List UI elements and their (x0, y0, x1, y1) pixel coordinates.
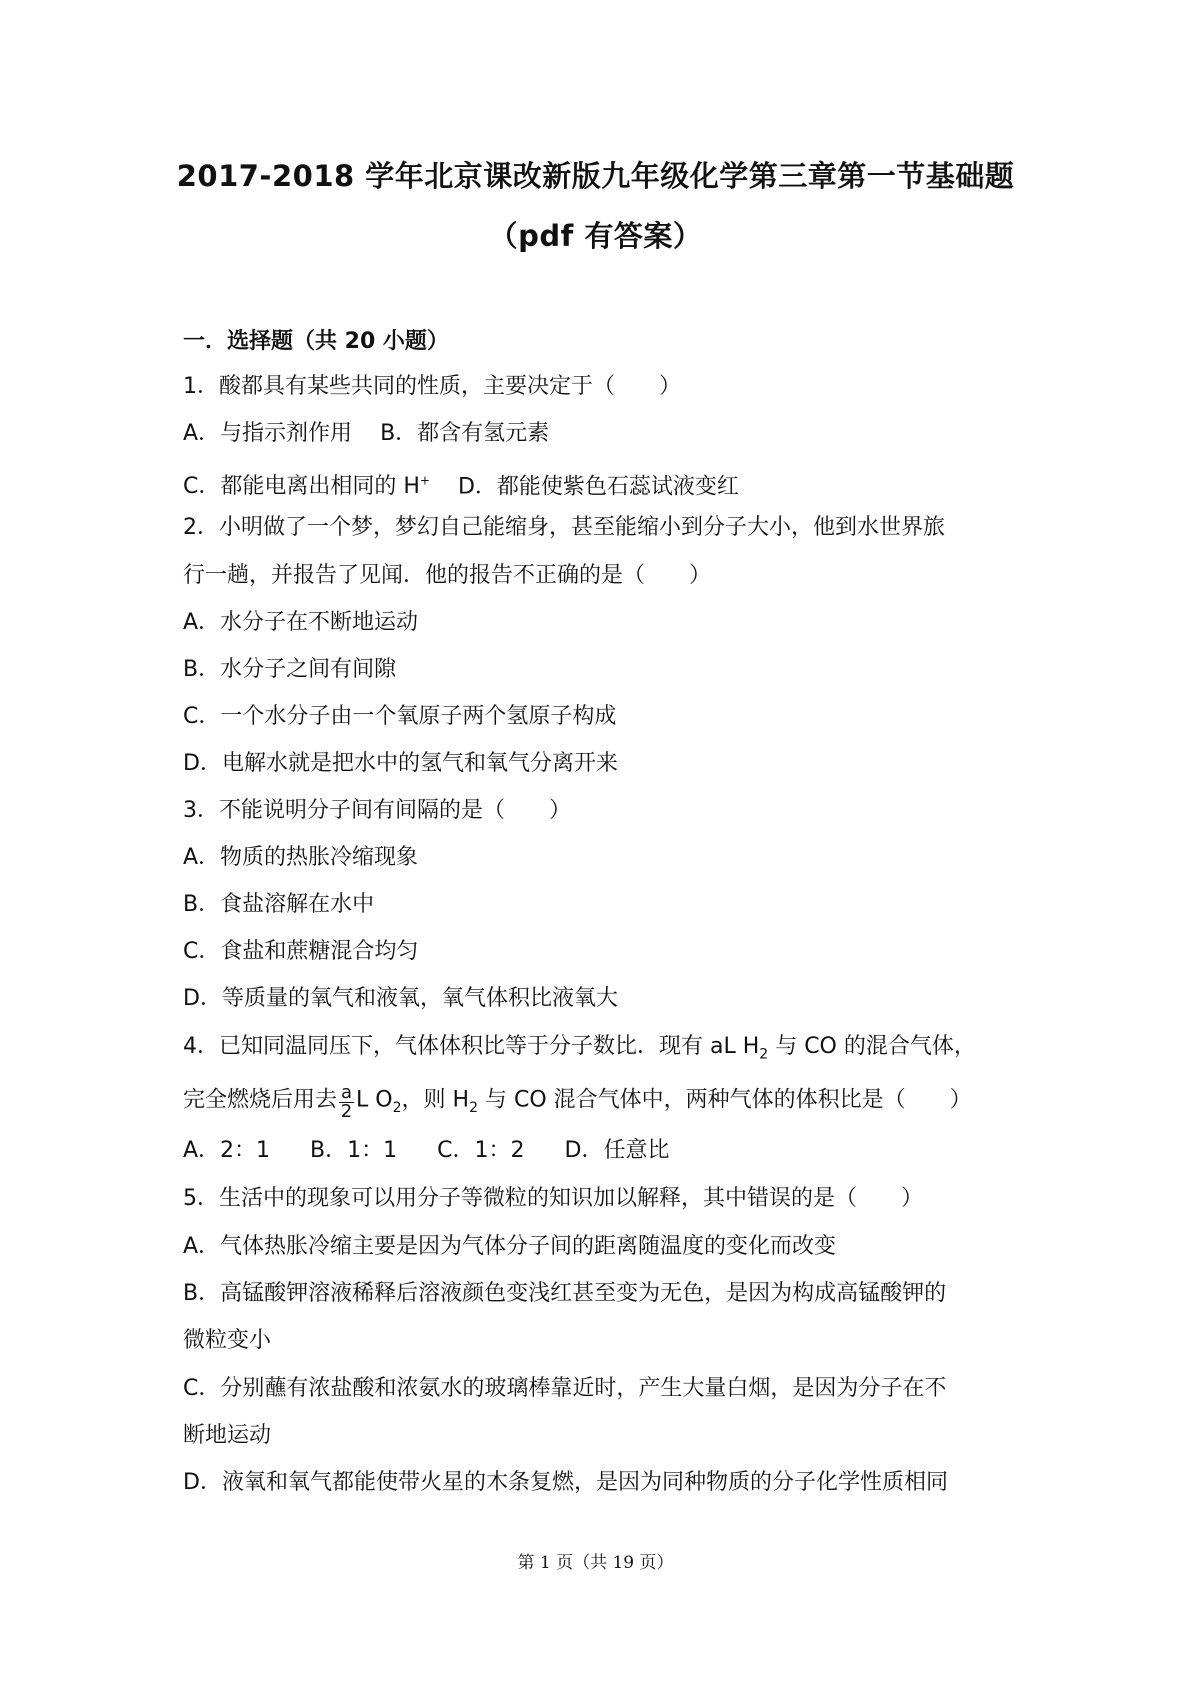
question-1-option-d: D．都能使紫色石蕊试液变红 (457, 474, 739, 500)
question-4-stem-line2: 完全燃烧后用去 $\frac{a}{2}$ L $O_2$，则 $H_2$ 与 CO 混合气体中，两种气体的体积比是（ ） (183, 1082, 972, 1122)
question-4-stem-line1: 4．已知同温同压下，气体体积比等于分子数比．现有 aL $H_2$ 与 CO 的混合气体， (183, 1034, 976, 1063)
question-1-option-b: B．都含有氢元素 (380, 421, 550, 446)
question-1-options-ab (183, 419, 549, 449)
question-2-option-a: A．水分子在不断地运动 (183, 610, 419, 635)
question-2-option-b: B．水分子之间有间隙 (183, 657, 397, 682)
question-4-options (183, 1136, 669, 1166)
question-5-option-c-line2: 断地运动 (183, 1423, 272, 1448)
question-3-stem: 3．不能说明分子间有间隔的是（ ） (183, 798, 571, 823)
question-3-option-d: D．等质量的氧气和液氧，氧气体积比液氧大 (183, 986, 618, 1011)
question-5-option-d: D．液氧和氧气都能使带火星的木条复燃，是因为同种物质的分子化学性质相同 (183, 1470, 948, 1495)
fraction-a-over-2: $\frac{a}{2}$ (340, 1082, 353, 1122)
question-4-option-d: D．任意比 (564, 1138, 670, 1163)
question-1-options-cd (183, 466, 739, 502)
question-2-stem-line2: 行一趟，并报告了见闻．他的报告不正确的是（ ） (183, 563, 712, 588)
question-4-option-c: C．1：2 (437, 1138, 525, 1163)
document-title-line1: 2017-2018 学年北京课改新版九年级化学第三章第一节基础题 (176, 159, 1015, 193)
question-3-option-c: C．食盐和蔗糖混合均匀 (183, 939, 419, 964)
question-2-option-c: C．一个水分子由一个氧原子两个氢原子构成 (183, 704, 617, 729)
question-5-option-a: A．气体热胀冷缩主要是因为气体分子间的距离随温度的变化而改变 (183, 1234, 837, 1259)
question-3-option-a: A．物质的热胀冷缩现象 (183, 845, 419, 870)
question-4-option-a: A．2：1 (183, 1138, 271, 1163)
question-2-option-d: D．电解水就是把水中的氢气和氧气分离开来 (183, 751, 618, 776)
section-heading: 一．选择题（共 20 小题） (183, 329, 449, 354)
question-5-stem: 5．生活中的现象可以用分子等微粒的知识加以解释，其中错误的是（ ） (183, 1186, 923, 1211)
question-1-option-a: A．与指示剂作用 (183, 421, 353, 446)
question-5-option-b-line2: 微粒变小 (183, 1328, 272, 1353)
page-footer: 第 1 页（共 19 页） (517, 1553, 674, 1573)
question-5-option-c-line1: C．分别蘸有浓盐酸和浓氨水的玻璃棒靠近时，产生大量白烟，是因为分子在不 (183, 1376, 947, 1401)
question-4-option-b: B．1：1 (310, 1138, 398, 1163)
question-1-stem: 1．酸都具有某些共同的性质，主要决定于（ ） (183, 374, 681, 399)
question-1-option-c: C．都能电离出相同的 H+ (183, 474, 430, 500)
question-2-stem-line1: 2．小明做了一个梦，梦幻自己能缩身，甚至能缩小到分子大小，他到水世界旅 (183, 515, 945, 540)
document-title-line2: （pdf 有答案） (488, 219, 703, 253)
question-3-option-b: B．食盐溶解在水中 (183, 892, 375, 917)
question-5-option-b-line1: B．高锰酸钾溶液稀释后溶液颜色变浅红甚至变为无色，是因为构成高锰酸钾的 (183, 1281, 947, 1306)
